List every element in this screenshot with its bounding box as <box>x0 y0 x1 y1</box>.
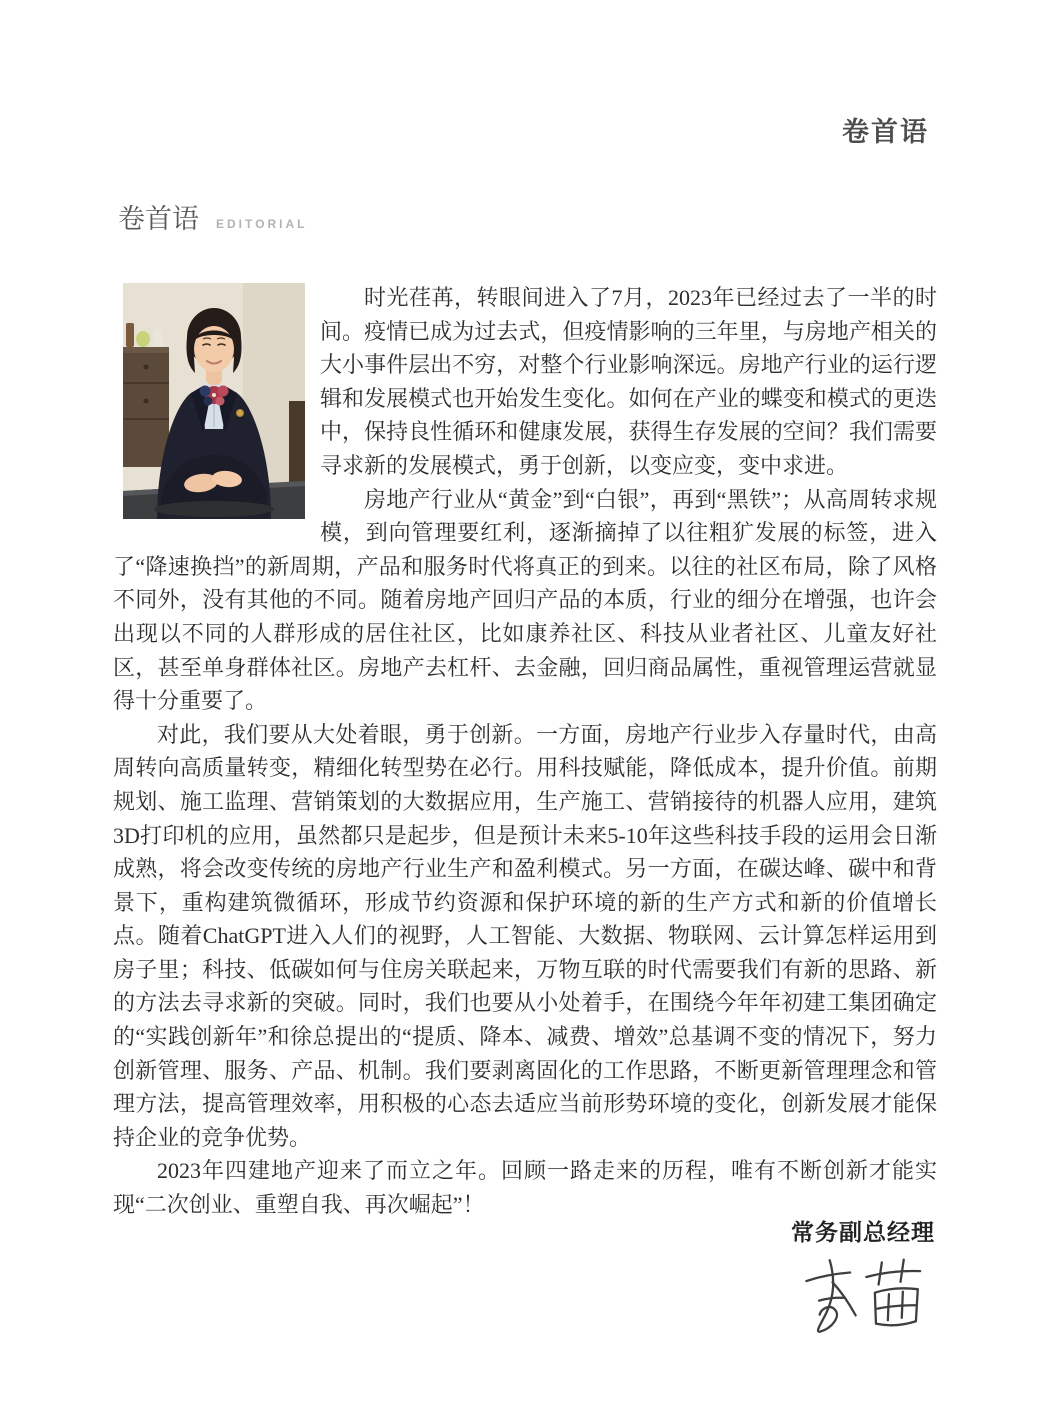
section-title: 卷首语 <box>118 204 199 234</box>
corner-title: 卷首语 <box>842 117 929 147</box>
paragraph-4: 2023年四建地产迎来了而立之年。回顾一路走来的历程，唯有不断创新才能实现“二次创业、重塑自我、再次崛起”！ <box>113 1158 937 1218</box>
editorial-body <box>113 281 937 1222</box>
executive-portrait-photo <box>123 283 305 519</box>
paragraph-3: 对此，我们要从大处着眼，勇于创新。一方面，房地产行业步入存量时代，由高周转向高质量转变，精细化转型势在必行。用科技赋能，降低成本，提升价值。前期规划、施工监理、营销策划的大数据应用，生产施工、营销接待的机器人应用，建筑3D打印机的应用，虽然都只是起步，但是预计未来5-10年这些科技手段的运用会日渐成熟，将会改变传统的房地产行业生产和盈利模式。另一方面，在碳达峰、碳中和背景下，重构建筑微循环，形成节约资源和保护环境的新的生产方式和新的价值增长点。随着ChatGPT进入人们的视野，人工智能、大数据、物联网、云计算怎样运用到房子里；科技、低碳如何与住房关联起来，万物互联的时代需要我们有新的思路、新的方法去寻求新的突破。同时，我们也要从小处着手，在围绕今年年初建工集团确定的“实践创新年”和徐总提出的“提质、降本、减费、增效”总基调不变的情况下，努力创新管理、服务、产品、机制。我们要剥离固化的工作思路，不断更新管理理念和管理方法，提高管理效率，用积极的心态去适应当前形势环境的变化，创新发展才能保持企业的竞争优势。 <box>113 721 937 1150</box>
section-header <box>118 197 307 236</box>
portrait-illustration <box>123 283 305 519</box>
signoff-block <box>791 1214 935 1340</box>
section-subtitle: EDITORIAL <box>216 217 308 231</box>
signature <box>790 1250 943 1342</box>
signoff-title: 常务副总经理 <box>791 1219 935 1245</box>
signature-handwriting <box>790 1250 943 1337</box>
paragraph-1: 时光荏苒，转眼间进入了7月，2023年已经过去了一半的时间。疫情已成为过去式，但疫情影响的三年里，与房地产相关的大小事件层出不穷，对整个行业影响深远。房地产行业的运行逻辑和发展模式也开始发生变化。如何在产业的蝶变和模式的更迭中，保持良性循环和健康发展，获得生存发展的空间？我们需要寻求新的发展模式，勇于创新，以变应变，变中求进。 <box>320 285 937 478</box>
paragraph-2: 房地产行业从“黄金”到“白银”，再到“黑铁”；从高周转求规模，到向管理要红利，逐渐摘掉了以往粗犷发展的标签，进入了“降速换挡”的新周期，产品和服务时代将真正的到来。以往的社区布局，除了风格不同外，没有其他的不同。随着房地产回归产品的本质，行业的细分在增强，也许会出现以不同的人群形成的居住社区，比如康养社区、科技从业者社区、儿童友好社区，甚至单身群体社区。房地产去杠杆、去金融，回归商品属性，重视管理运营就显得十分重要了。 <box>113 486 937 714</box>
